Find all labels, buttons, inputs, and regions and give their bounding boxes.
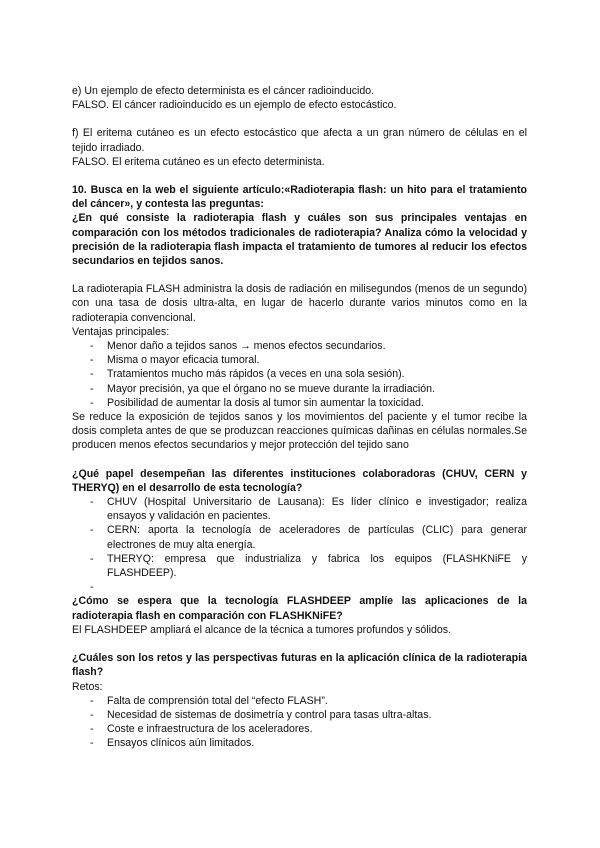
challenges-label: Retos: [72, 680, 103, 693]
challenges-question: ¿Cuáles son los retos y las perspectivas futuras en la aplicación clínica de la radioterapia flash? [72, 652, 527, 679]
list-item: - Falta de comprensión total del “efecto FLASH”. [72, 694, 527, 708]
list-item: - Ensayos clínicos aún limitados. [72, 736, 527, 750]
flashdeep-question: ¿Cómo se espera que la tecnología FLASHDEEP amplíe las aplicaciones de la radioterapia flash en comparación con FLASHKNiFE? [72, 595, 527, 622]
answer-intro: La radioterapia FLASH administra la dosis de radiación en milisegundos (menos de un segundo) con una tasa de dosis ultra-alta, en lugar de hacerlo durante varios minutos como en la radioterapia convencional. [72, 283, 527, 324]
list-item: - Mayor precisión, ya que el órgano no se mueve durante la irradiación. [72, 382, 527, 396]
list-item: - Coste e infraestructura de los aceleradores. [72, 722, 527, 736]
statement-f: f) El eritema cutáneo es un efecto estocástico que afecta a un gran número de células en el tejido irradiado. [72, 127, 527, 154]
list-item: - CERN: aporta la tecnología de aceleradores de partículas (CLIC) para generar electrones de muy alta energía. [72, 523, 527, 551]
flashdeep-answer: El FLASHDEEP ampliará el alcance de la técnica a tumores profundos y sólidos. [72, 623, 452, 636]
list-item: - CHUV (Hospital Universitario de Lausana): Es líder clínico e investigador; realiza ensayos y validación en pacientes. [72, 495, 527, 523]
question-10-prompt: ¿En qué consiste la radioterapia flash y cuáles son sus principales ventajas en comparación con los métodos tradicionales de radioterapia? Analiza cómo la velocidad y precisión de la radioterapia flash impacta el tratamiento de tumores al reducir los efectos secundarios en tejidos sanos. [72, 212, 527, 268]
institutions-question: ¿Qué papel desempeñan las diferentes instituciones colaboradoras (CHUV, CERN y THERYQ) en el desarrollo de esta tecnología? [72, 467, 527, 494]
list-item: - Menor daño a tejidos sanos → menos efectos secundarios. [72, 339, 527, 353]
list-item: - Tratamientos mucho más rápidos (a veces en una sola sesión). [72, 367, 527, 381]
answer-conclusion: Se reduce la exposición de tejidos sanos y los movimientos del paciente y el tumor recibe la dosis completa antes de que se produzcan reacciones químicas dañinas en células normales.Se producen menos efectos secundarios y mejor protección del tejido sano [72, 411, 527, 452]
list-item: - Misma o mayor eficacia tumoral. [72, 353, 527, 367]
answer-e: FALSO. El cáncer radioinducido es un ejemplo de efecto estocástico. [72, 99, 397, 112]
institutions-list [72, 495, 527, 594]
challenges-list [72, 694, 527, 751]
statement-e: e) Un ejemplo de efecto determinista es el cáncer radioinducido. [72, 85, 375, 97]
document-page [72, 84, 527, 751]
list-item: - THERYQ: empresa que industrializa y fabrica los equipos (FLASHKNiFE y FLASHDEEP). [72, 552, 527, 580]
list-item: - Necesidad de sistemas de dosimetría y control para tasas ultra-altas. [72, 708, 527, 722]
list-item: - Posibilidad de aumentar la dosis al tumor sin aumentar la toxicidad. [72, 396, 527, 410]
question-10-heading: 10. Busca en la web el siguiente artículo:«Radioterapia flash: un hito para el tratamiento del cáncer», y contesta las preguntas: [72, 184, 527, 211]
answer-f: FALSO. El eritema cutáneo es un efecto determinista. [72, 155, 325, 168]
advantages-list [72, 339, 527, 410]
list-item-empty [72, 580, 527, 594]
advantages-label: Ventajas principales: [72, 325, 170, 338]
